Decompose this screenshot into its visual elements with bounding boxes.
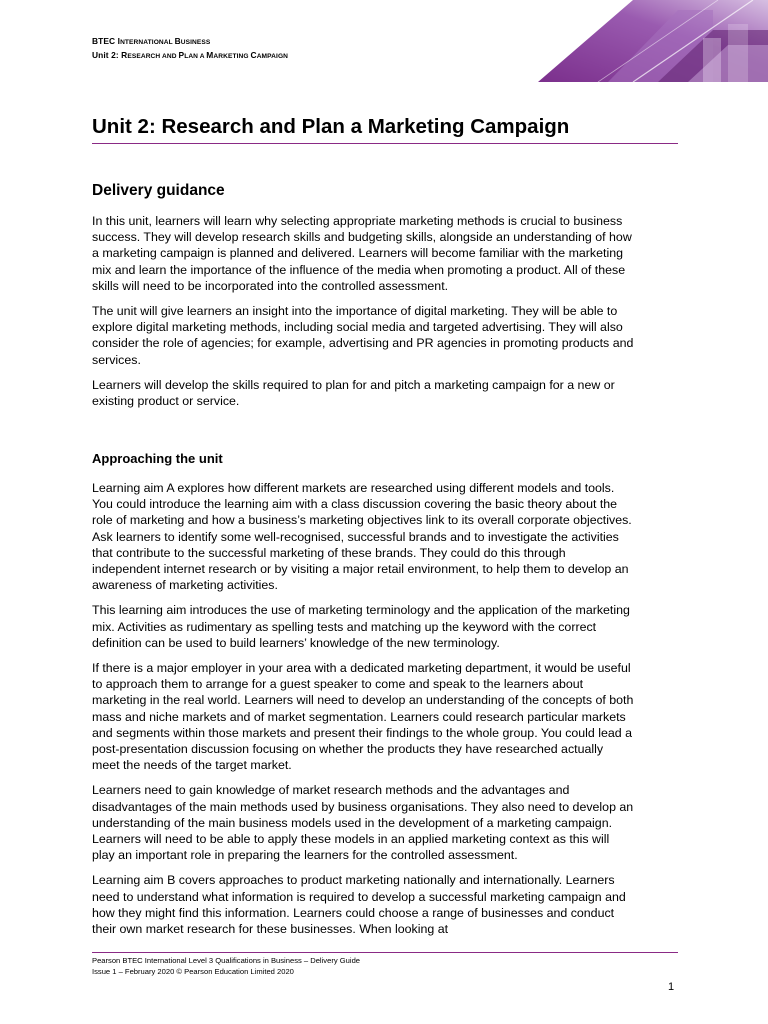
header-unit-part: LAN A — [184, 53, 207, 60]
paragraph: Learners need to gain knowledge of market research methods and the advantages and disadvantages of the main methods used by business organisations. They also need to develop an understanding of the main business models used in the development of a marketing campaign. Learners will need to be able to apply these models in an applied marketing context as this will play an important role in preparing the learners for the controlled assessment. — [92, 783, 634, 863]
header-unit-part: ARKETING — [213, 53, 251, 60]
delivery-guidance-body — [92, 213, 634, 418]
footer-publication: Pearson BTEC International Level 3 Qualifications in Business – Delivery Guide — [92, 956, 361, 965]
header-unit-prefix: Unit 2: R — [92, 50, 128, 60]
header-unit — [92, 49, 288, 63]
header-unit-part: P — [178, 50, 185, 60]
approaching-unit-body — [92, 480, 634, 946]
running-header — [92, 35, 288, 63]
header-qualification — [92, 35, 288, 49]
paragraph: In this unit, learners will learn why selecting appropriate marketing methods is crucial to business success. They will develop research skills and budgeting skills, alongside an understanding of how a marketing campaign is planned and delivered. Learners will become familiar with the marketing mix and learn the importance of the influence of the media when promoting a product. All of these skills will need to be incorporated into the controlled assessment. — [92, 214, 632, 293]
header-qualification-b: B — [174, 36, 181, 46]
page-title: Unit 2: Research and Plan a Marketing Campaign — [92, 113, 678, 144]
page-number: 1 — [668, 981, 675, 993]
page-footer — [92, 955, 360, 977]
header-unit-part: AMPAIGN — [256, 53, 289, 60]
paragraph: This learning aim introduces the use of marketing terminology and the application of the marketing mix. Activities as rudimentary as spelling tests and matching up the keyword with the correct definition can be used to build learners’ knowledge of the new terminology. — [92, 603, 630, 650]
paragraph: Learning aim A explores how different markets are researched using different models and tools. You could introduce the learning aim with a class discussion covering the basic theory about the role of marketing and how a business’s marketing objectives link to its overall corporate objectives. Ask learners to identify some well-recognised, successful brands and to investigate the activities that contribute to the successful marketing of these brands. They could do this through independent internet research or by visiting a major retail environment, to help them to develop an awareness of marketing activities. — [92, 481, 632, 593]
header-qualification-b-rest: USINESS — [180, 39, 211, 46]
approaching-unit-heading: Approaching the unit — [92, 451, 223, 466]
header-corner-graphic — [538, 0, 768, 82]
footer-issue: Issue 1 – February 2020 © Pearson Education Limited 2020 — [92, 967, 294, 976]
header-qualification-prefix: BTEC I — [92, 36, 121, 46]
paragraph: The unit will give learners an insight into the importance of digital marketing. They will be able to explore digital marketing methods, including social media and targeted advertising. They will also consider the role of agencies; for example, advertising and PR agencies in promoting products and services. — [92, 304, 634, 367]
paragraph: If there is a major employer in your area with a dedicated marketing department, it would be useful to approach them to arrange for a guest speaker to come and speak to the learners about marketing in the real world. Learners will need to develop an understanding of the concepts of both mass and niche markets and of market segmentation. Learners could research particular markets and segments within those markets and present their findings to the whole group. You could lead a post-presentation discussion focusing on whether the products they have researched actually meet the needs of the target market. — [92, 661, 634, 773]
paragraph: Learning aim B covers approaches to product marketing nationally and internationally. Learners need to understand what information is required to develop a successful marketing campaign and how they might find this information. Learners could choose a range of businesses and conduct their own market research for these businesses. When looking at — [92, 873, 626, 937]
header-unit-part: C — [250, 50, 257, 60]
header-unit-part: ESEARCH AND — [127, 53, 179, 60]
header-qualification-rest: NTERNATIONAL — [120, 39, 175, 46]
delivery-guidance-heading: Delivery guidance — [92, 182, 225, 199]
header-unit-part: M — [206, 50, 214, 60]
footer-divider — [92, 952, 678, 953]
paragraph: Learners will develop the skills required to plan for and pitch a marketing campaign for a new or existing product or service. — [92, 377, 615, 409]
